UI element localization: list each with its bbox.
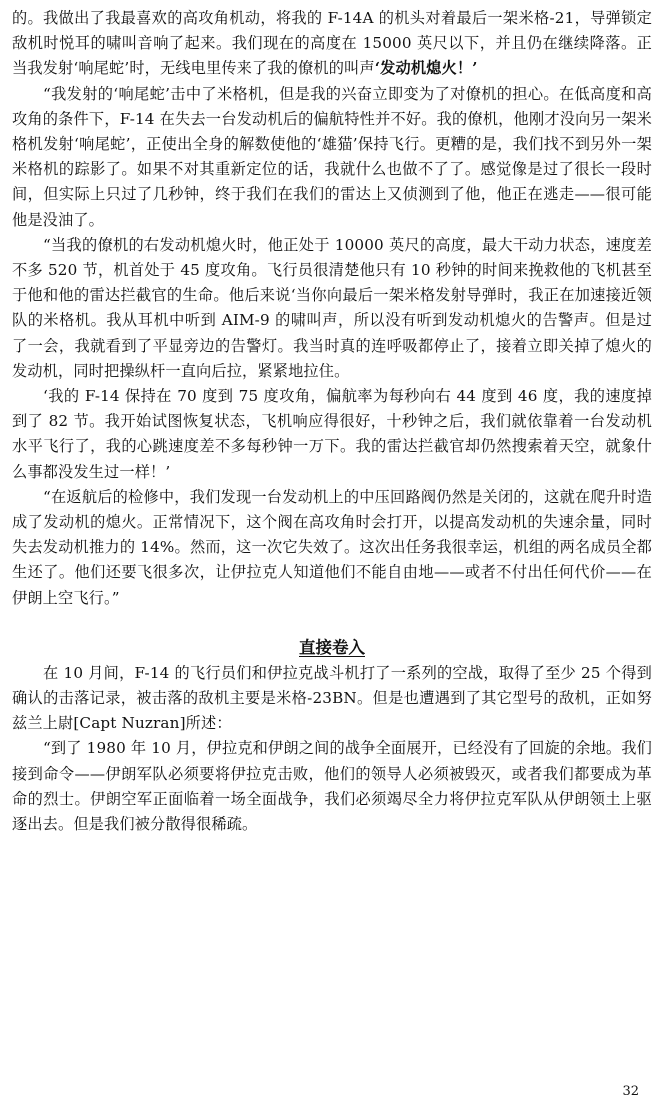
section-heading [12,635,652,661]
section-paragraph-2: “到了 1980 年 10 月，伊拉克和伊朗之间的战争全面展开，已经没有了回旋的余地。我们接到命令——伊朗军队必须要将伊拉克击败，他们的领导人必须被毁灭，或者我们都要成为革命的烈士。伊朗空军正面临着一场全面战争，我们必须竭尽全力将伊拉克军队从伊朗领土上驱逐出去。但是我们被分散得很稀疏。 [12,739,652,834]
paragraph-3: “当我的僚机的右发动机熄火时，他正处于 10000 英尺的高度，最大干动力状态，速度差不多 520 节，机首处于 45 度攻角。飞行员很清楚他只有 10 秒钟的时间来挽救他的飞机甚至于他和他的雷达拦截官的生命。他后来说‘当你向最后一架米格发射导弹时，我正在加速接近领队的米格机。我从耳机中听到 AIM-9 的啸叫声，所以没有听到发动机熄火的告警声。但是过了一会，我就看到了平显旁边的告警灯。我当时真的连呼吸都停止了，接着立即关掉了熄火的发动机，同时把操纵杆一直向后拉，紧紧地拉住。 [12,235,652,380]
engine-flameout-callout: ‘发动机熄火！’ [374,59,478,78]
page-number: 32 [622,1084,639,1099]
paragraph-5: “在返航后的检修中，我们发现一台发动机上的中压回路阀仍然是关闭的，这就在爬升时造成了发动机的熄火。正常情况下，这个阀在高攻角时会打开，以提高发动机的失速余量，同时失去发动机推力的 14%。然而，这一次它失效了。这次出任务我很幸运，机组的两名成员全都生还了。他们还要飞很多次，让伊拉克人知道他们不能自由地——或者不付出任何代价——在伊朗上空飞行。” [12,487,652,607]
paragraph-4: ‘我的 F-14 保持在 70 度到 75 度攻角，偏航率为每秒向右 44 度到 46 度，我的速度掉到了 82 节。我开始试图恢复状态，飞机响应得很好，十秒钟之后，我们就依靠着一台发动机水平飞行了，我的心跳速度差不多每秒钟一万下。我的雷达拦截官却仍然搜索着天空，就象什么事都没发生过一样！’ [12,387,652,481]
paragraph-2: “我发射的‘响尾蛇’击中了米格机，但是我的兴奋立即变为了对僚机的担心。在低高度和高攻角的条件下，F-14 在失去一台发动机后的偏航特性并不好。我的僚机，他刚才没向另一架米格机发射‘响尾蛇’，正使出全身的解数使他的‘雄猫’保持飞行。更糟的是，我们找不到另外一架米格机的踪影了。如果不对其重新定位的话，我就什么也做不了了。感觉像是过了很长一段时间，但实际上只过了几秒钟，终于我们在我们的雷达上又侦测到了他，他正在逃走——很可能他是没油了。 [12,84,652,229]
document-page [12,6,652,837]
paragraph-1-text: 的。我做出了我最喜欢的高攻角机动，将我的 F-14A 的机头对着最后一架米格-21，导弹锁定敌机时悦耳的啸叫音响了起来。我们现在的高度在 15000 英尺以下，并且仍在继续降落。正当我发射‘响尾蛇’时，无线电里传来了我的僚机的叫声 [12,9,652,78]
section-heading-text: 直接卷入 [299,637,365,657]
paragraph-1 [12,6,652,82]
section-paragraph-1: 在 10 月间，F-14 的飞行员们和伊拉克战斗机打了一系列的空战，取得了至少 25 个得到确认的击落记录，被击落的敌机主要是米格-23BN。但是也遭遇到了其它型号的敌机，正如努兹兰上尉[Capt Nuzran]所述： [12,663,652,733]
